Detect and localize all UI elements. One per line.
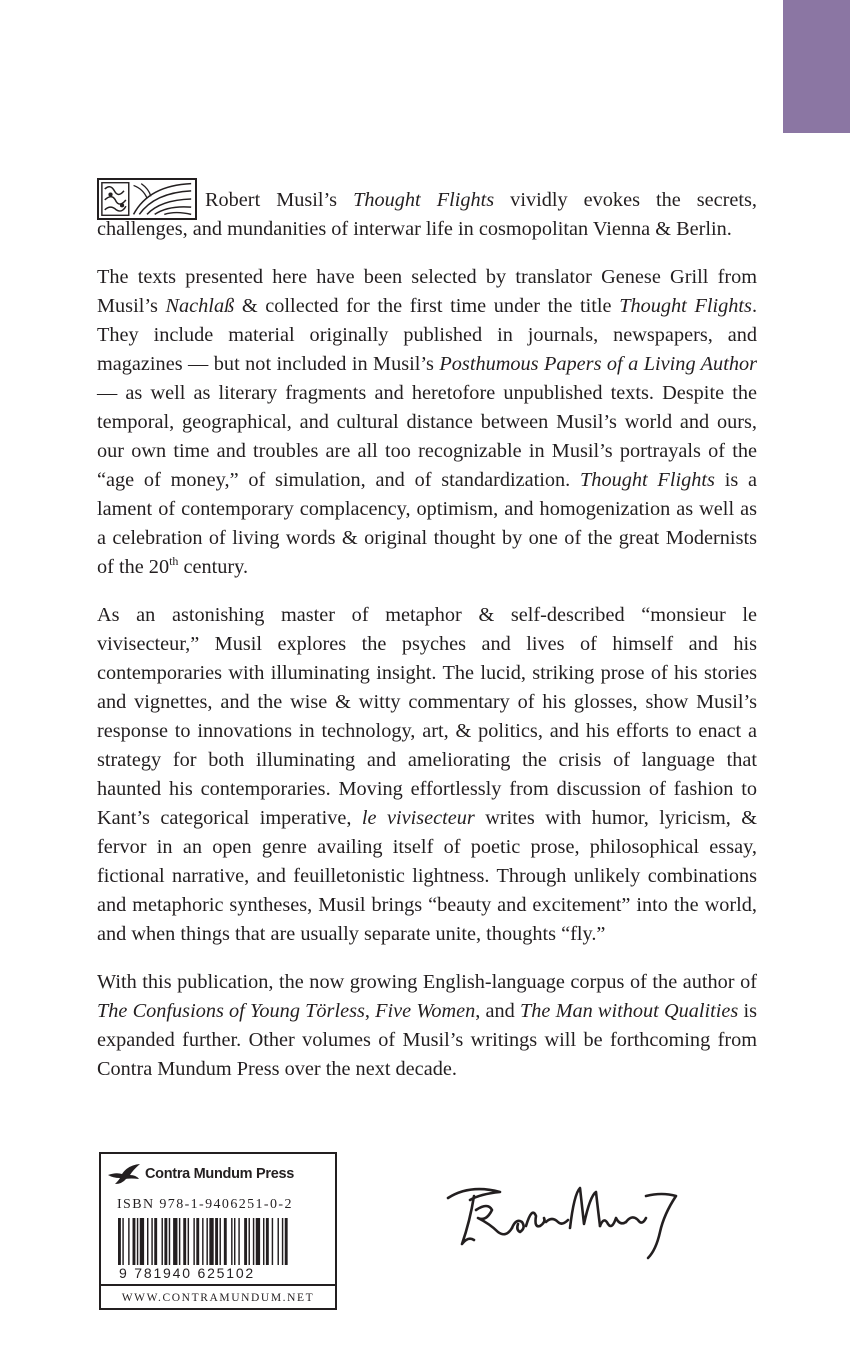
ornamental-initial-icon [97,178,197,220]
intro-paragraph: Robert Musil’s Thought Flights vividly evokes the secrets, challenges, and mundanities of interwar life in cosmopolitan Vienna & Berlin. [97,186,757,244]
vivisecteur-paragraph: As an astonishing master of metaphor & self-described “monsieur le vivisecteur,” Musil explores the psyches and lives of himself and his contemporaries with illuminating insight. The lucid, striking prose of his stories and vignettes, and the wise & witty commentary of his glosses, show Musil’s response to innovations in technology, art, & politics, and his efforts to enact a strategy for both illuminating and ameliorating the crisis of language that haunted his contemporaries. Moving effortlessly from discussion of fashion to Kant’s categorical imperative, le vivisecteur writes with humor, lyricism, & fervor in an open genre availing itself of poetic prose, philosophical essay, fictional narrative, and feuilletonistic lightness. Through unlikely combinations and metaphoric syntheses, Musil brings “beauty and excitement” into the world, and when things that are usually separate unite, thoughts “fly.” [97,604,758,945]
back-cover-text [97,186,757,1103]
barcode-box [99,1152,337,1310]
publisher-url: WWW.CONTRAMUNDUM.NET [101,1284,335,1310]
bird-logo-icon [107,1163,141,1185]
description-paragraph: The texts presented here have been selected by translator Genese Grill from Musil’s Nachlaß & collected for the first time under the title Thought Flights. They include material originally published in journals, newspapers, and magazines — but not included in Musil’s Posthumous Papers of a Living Author — as well as literary fragments and heretofore unpublished texts. Despite the temporal, geographical, and cultural distance between Musil’s world and ours, our own time and troubles are all too recognizable in Musil’s portrayals of the “age of money,” of simulation, and of standardization. Thought Flights is a lament of contemporary complacency, optimism, and homogenization as well as a celebration of living words & original thought by one of the great Modernists of the 20th century. [97,266,758,578]
publisher-name: Contra Mundum Press [145,1166,294,1182]
isbn-number: ISBN 978-1-9406251-0-2 [117,1197,293,1212]
signature-icon [440,1166,690,1261]
barcode-number: 9 781940 625102 [117,1265,329,1281]
color-tab [783,0,850,133]
publication-paragraph: With this publication, the now growing English-language corpus of the author of The Confusions of Young Törless, Five Women, and The Man without Qualities is expanded further. Other volumes of Musil’s writings will be forthcoming from Contra Mundum Press over the next decade. [97,971,758,1080]
publisher-logo [107,1162,294,1186]
barcode [118,1218,323,1268]
